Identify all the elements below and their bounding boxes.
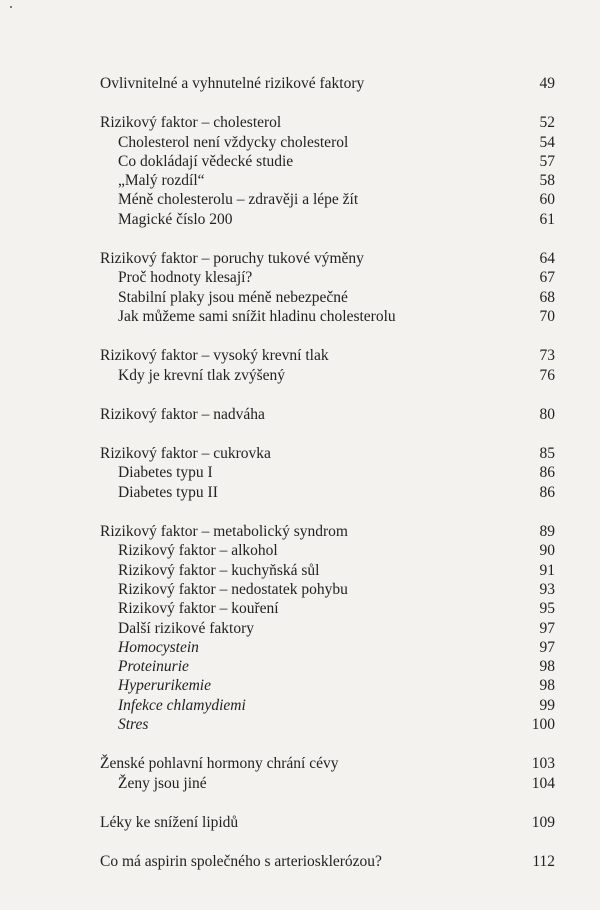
toc-subentry — [100, 483, 555, 502]
toc-page-number: 112 — [532, 853, 555, 871]
speck — [10, 6, 12, 8]
toc-page-number: 98 — [539, 658, 555, 676]
toc-entry-title: Rizikový faktor – poruchy tukové výměny — [100, 250, 364, 268]
toc-page-number: 89 — [539, 523, 555, 541]
toc-page-number: 76 — [539, 366, 555, 384]
toc-page-number: 68 — [539, 288, 555, 306]
toc-page-number: 61 — [539, 210, 555, 228]
toc-entry — [100, 74, 555, 93]
section-gap — [100, 93, 555, 113]
toc-page-number: 57 — [539, 152, 555, 170]
table-of-contents — [100, 74, 555, 872]
toc-entry-title: „Malý rozdíl“ — [118, 172, 205, 190]
toc-entry-title: Magické číslo 200 — [118, 210, 233, 228]
toc-entry-title: Léky ke snížení lipidů — [100, 813, 239, 831]
toc-subentry — [100, 307, 555, 326]
toc-subentry — [100, 171, 555, 190]
toc-subentry — [100, 288, 555, 307]
toc-page-number: 97 — [539, 619, 555, 637]
toc-entry — [100, 852, 555, 871]
toc-subentry — [100, 774, 555, 793]
toc-page-number: 99 — [539, 696, 555, 714]
toc-subentry — [100, 715, 555, 734]
toc-entry-title: Jak můžeme sami snížit hladinu cholesterolu — [118, 307, 396, 325]
toc-entry-title: Diabetes typu I — [118, 464, 213, 482]
toc-subentry — [100, 541, 555, 560]
toc-entry-title: Rizikový faktor – cholesterol — [100, 114, 282, 132]
toc-entry — [100, 444, 555, 463]
toc-page-number: 104 — [531, 774, 555, 792]
toc-entry-title: Rizikový faktor – alkohol — [118, 542, 278, 560]
toc-entry-title: Ženské pohlavní hormony chrání cévy — [100, 755, 339, 773]
section-gap — [100, 832, 555, 852]
toc-page-number: 60 — [539, 191, 555, 209]
toc-entry-title: Cholesterol není vždycky cholesterol — [118, 133, 349, 151]
toc-page-number: 54 — [539, 133, 555, 151]
toc-entry-title: Rizikový faktor – cukrovka — [100, 445, 271, 463]
toc-page-number: 93 — [539, 580, 555, 598]
toc-entry-title: Co má aspirin společného s arteriosklerózou? — [100, 853, 382, 871]
toc-subentry — [100, 210, 555, 229]
toc-page-number: 64 — [539, 250, 555, 268]
toc-subentry — [100, 561, 555, 580]
toc-entry — [100, 522, 555, 541]
toc-entry-title: Diabetes typu II — [118, 483, 218, 501]
toc-entry-title: Rizikový faktor – kouření — [118, 600, 279, 618]
section-gap — [100, 385, 555, 405]
toc-subentry — [100, 366, 555, 385]
toc-entry-title: Rizikový faktor – kuchyňská sůl — [118, 561, 320, 579]
toc-subentry — [100, 268, 555, 287]
toc-page-number: 90 — [539, 542, 555, 560]
toc-entry-title: Co dokládají vědecké studie — [118, 152, 294, 170]
toc-entry-title: Rizikový faktor – metabolický syndrom — [100, 523, 348, 541]
toc-entry-title: Proč hodnoty klesají? — [118, 269, 253, 287]
toc-entry-title: Méně cholesterolu – zdravěji a lépe žít — [118, 191, 359, 209]
toc-page-number: 80 — [539, 405, 555, 423]
toc-entry-title: Další rizikové faktory — [118, 619, 255, 637]
toc-entry-title: Ovlivnitelné a vyhnutelné rizikové faktory — [100, 75, 365, 92]
toc-subentry — [100, 463, 555, 482]
section-gap — [100, 793, 555, 813]
toc-page-number: 97 — [539, 638, 555, 656]
toc-subentry — [100, 133, 555, 152]
toc-subentry — [100, 657, 555, 676]
toc-entry-title: Stres — [118, 716, 149, 734]
section-gap — [100, 424, 555, 444]
toc-entry-title: Proteinurie — [118, 658, 189, 676]
toc-page-number: 91 — [539, 561, 555, 579]
toc-subentry — [100, 580, 555, 599]
toc-page-number: 67 — [539, 269, 555, 287]
toc-entry-title: Hyperurikemie — [118, 677, 211, 695]
toc-entry-title: Kdy je krevní tlak zvýšený — [118, 366, 286, 384]
toc-page-number: 85 — [539, 445, 555, 463]
toc-subentry — [100, 599, 555, 618]
section-gap — [100, 734, 555, 754]
toc-entry — [100, 346, 555, 365]
toc-page-number: 98 — [539, 677, 555, 695]
section-gap — [100, 502, 555, 522]
toc-page-number: 58 — [539, 172, 555, 190]
toc-entry-title: Rizikový faktor – nedostatek pohybu — [118, 580, 348, 598]
toc-page-number: 73 — [539, 347, 555, 365]
toc-entry — [100, 113, 555, 132]
toc-subentry — [100, 676, 555, 695]
toc-entry-title: Rizikový faktor – nadváha — [100, 405, 265, 423]
toc-page-number: 86 — [539, 464, 555, 482]
toc-subentry — [100, 696, 555, 715]
section-gap — [100, 229, 555, 249]
toc-page-number: 103 — [531, 755, 555, 773]
toc-entry-title: Stabilní plaky jsou méně nebezpečné — [118, 288, 348, 306]
toc-entry-title: Infekce chlamydiemi — [118, 696, 246, 714]
toc-entry — [100, 249, 555, 268]
toc-subentry — [100, 190, 555, 209]
toc-page-number: 100 — [531, 716, 555, 734]
toc-page-number: 95 — [539, 600, 555, 618]
toc-entry-title: Homocystein — [118, 638, 199, 656]
toc-entry-title: Rizikový faktor – vysoký krevní tlak — [100, 347, 329, 365]
toc-entry — [100, 405, 555, 424]
toc-subentry — [100, 152, 555, 171]
toc-page-number: 86 — [539, 483, 555, 501]
toc-page-number: 70 — [539, 307, 555, 325]
section-gap — [100, 326, 555, 346]
toc-page-number: 52 — [539, 114, 555, 132]
toc-page-number: 109 — [531, 813, 555, 831]
toc-subentry — [100, 619, 555, 638]
toc-page-number: 49 — [539, 75, 555, 92]
toc-entry — [100, 754, 555, 773]
toc-subentry — [100, 638, 555, 657]
toc-entry-title: Ženy jsou jiné — [118, 774, 207, 792]
toc-entry — [100, 813, 555, 832]
